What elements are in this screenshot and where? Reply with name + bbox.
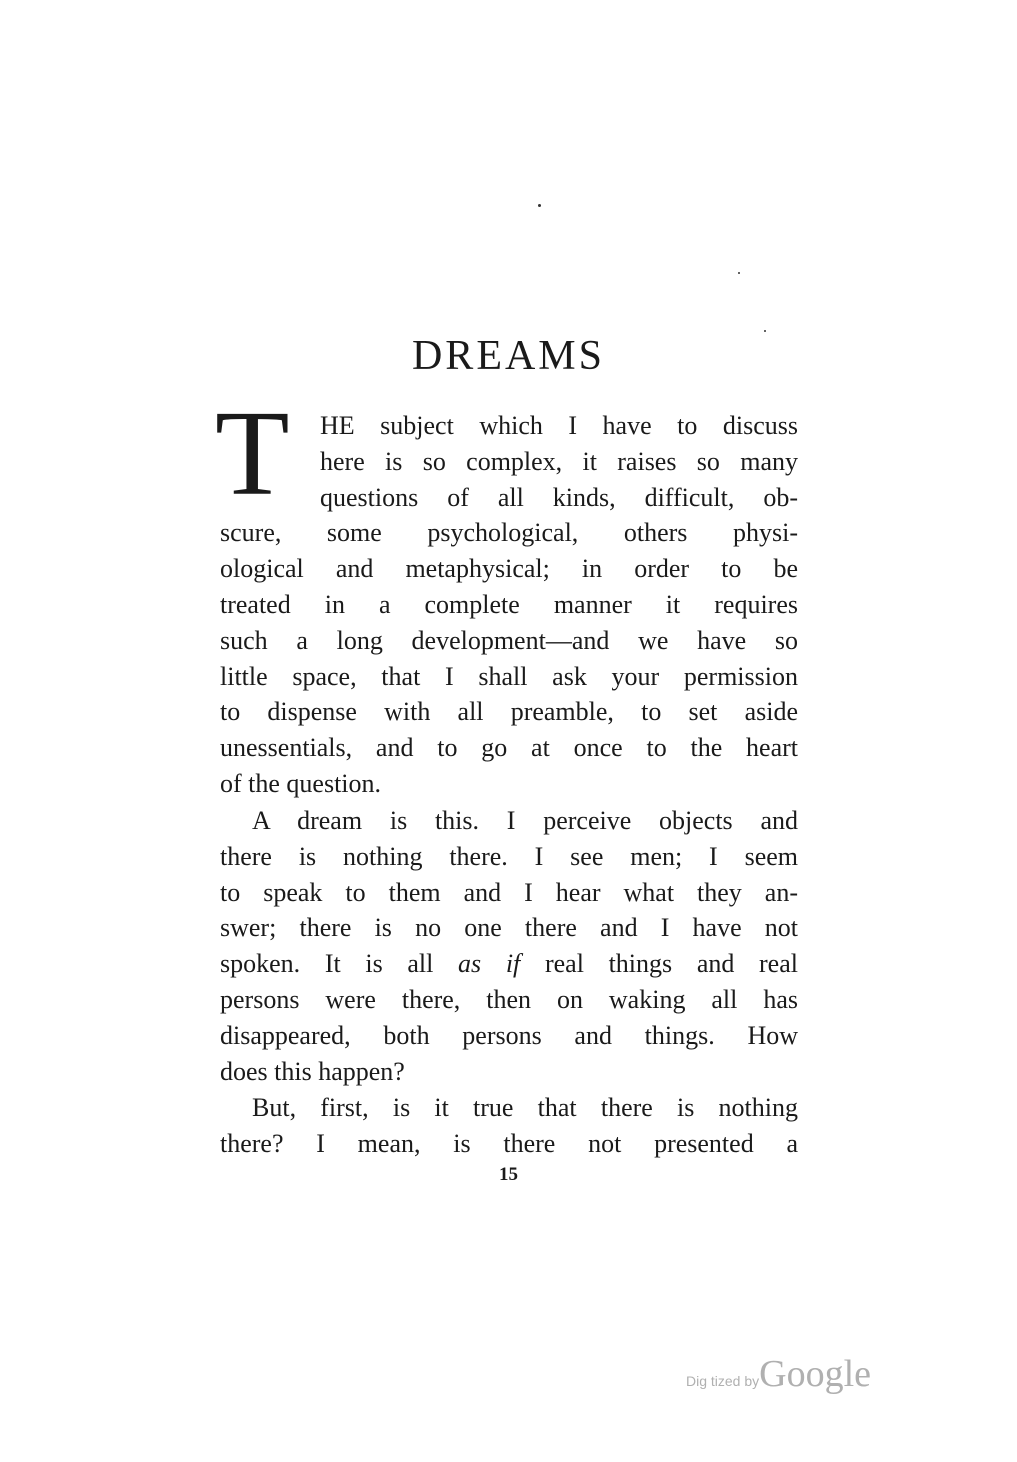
text-line: treated in a complete manner it requires <box>220 589 798 619</box>
text-line: of the question. <box>220 768 382 798</box>
digitized-watermark <box>686 1352 871 1396</box>
text-line: ological and metaphysical; in order to be <box>220 554 798 584</box>
page-number: 15 <box>499 1164 518 1185</box>
text-line: swer; there is no one there and I have not <box>220 913 798 943</box>
text-line <box>220 946 798 982</box>
italic-phrase: as if <box>458 949 521 979</box>
text-run: real things and real <box>544 949 798 979</box>
text-line: But, first, is it true that there is nothing <box>252 1093 798 1122</box>
scan-speck <box>738 272 740 274</box>
text-line: unessentials, and to go at once to the heart <box>220 733 798 763</box>
paragraph-1 <box>220 408 798 802</box>
text-line: to dispense with all preamble, to set aside <box>220 697 798 727</box>
google-logo: Google <box>759 1353 872 1395</box>
text-line: here is so complex, it raises so many <box>320 446 798 476</box>
text-line: there? I mean, is there not presented a <box>220 1128 798 1158</box>
text-line: such a long development—and we have so <box>220 625 798 655</box>
paragraph-2 <box>220 803 798 1089</box>
text-line: questions of all kinds, difficult, ob- <box>320 482 798 512</box>
chapter-title: DREAMS <box>411 333 606 379</box>
watermark-prefix: Dig tized by <box>686 1373 760 1389</box>
text-line: persons were there, then on waking all has <box>220 984 798 1014</box>
scan-speck <box>538 204 541 207</box>
drop-cap: T <box>215 386 290 521</box>
text-line: disappeared, both persons and things. How <box>220 1020 798 1050</box>
text-line: little space, that I shall ask your permission <box>220 661 798 691</box>
text-line: HE subject which I have to discuss <box>320 411 798 440</box>
text-line: A dream is this. I perceive objects and <box>252 806 798 835</box>
text-line: scure, some psychological, others physi- <box>220 518 798 548</box>
text-run: spoken. It is all <box>220 949 434 979</box>
text-line: there is nothing there. I see men; I seem <box>220 841 798 871</box>
text-line: does this happen? <box>220 1056 405 1086</box>
paragraph-3 <box>220 1090 798 1162</box>
text-line: to speak to them and I hear what they an- <box>220 877 798 907</box>
